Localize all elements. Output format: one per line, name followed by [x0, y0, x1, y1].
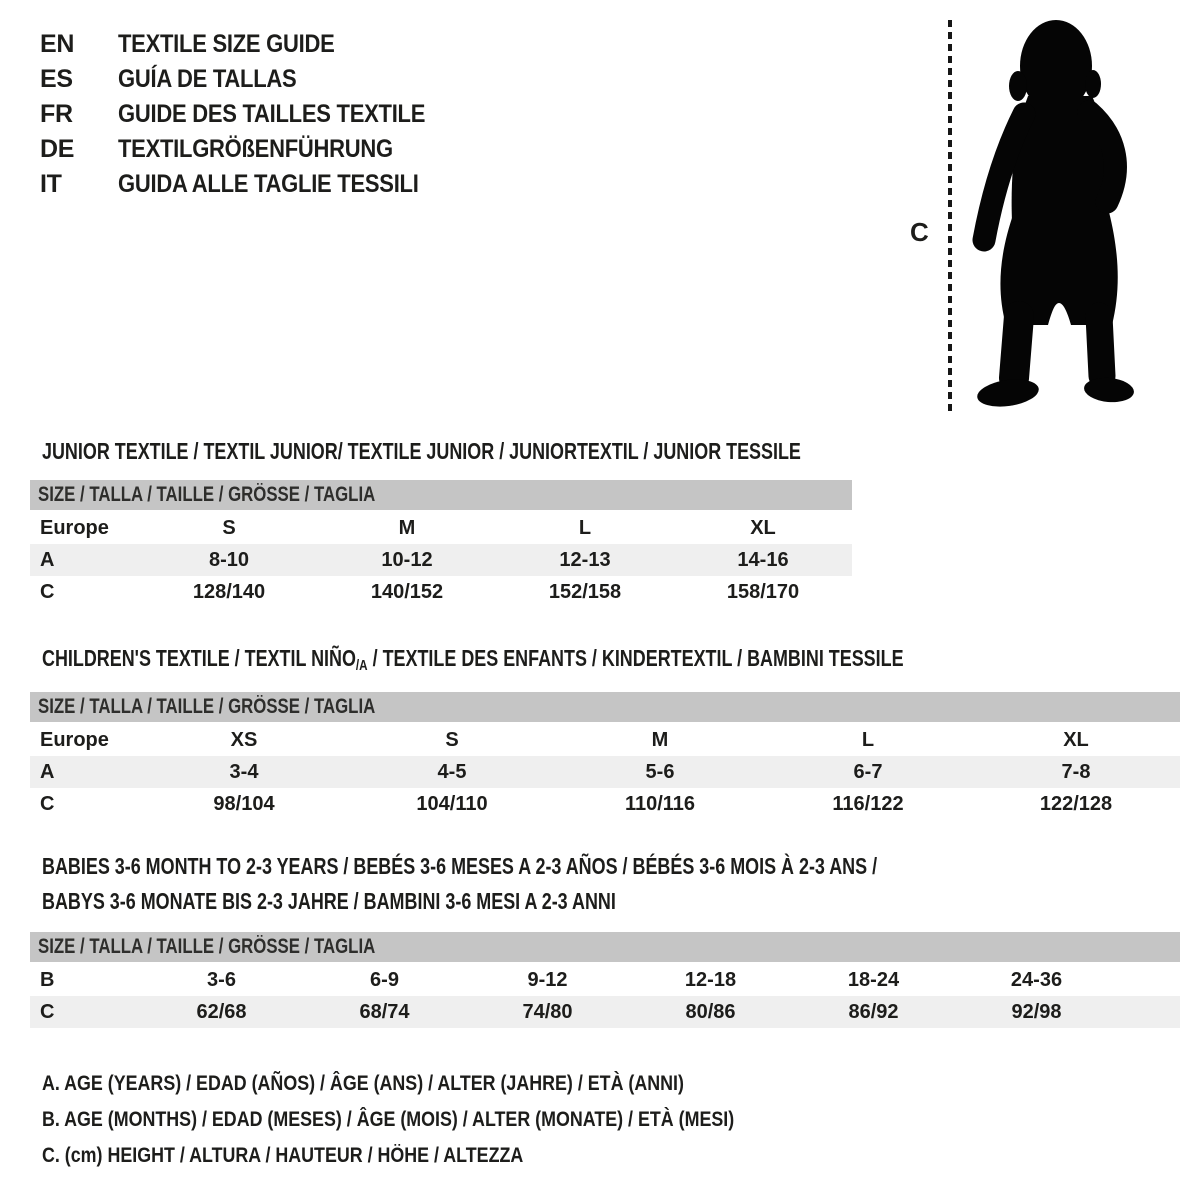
months-cell: 24-36 [1010, 969, 1063, 991]
size-cell: M [651, 729, 669, 751]
height-cell: 68/74 [359, 1001, 410, 1023]
note-line-b [42, 1102, 856, 1138]
toddler-silhouette-icon [968, 16, 1146, 418]
height-cell: 158/170 [726, 581, 800, 603]
size-table-header-bar [30, 480, 852, 510]
height-cell: 140/152 [370, 581, 444, 603]
guide-title-es: GUÍA DE TALLAS [118, 65, 297, 93]
height-cell: 92/98 [1011, 1001, 1062, 1023]
language-row-de [40, 132, 467, 167]
note-c-text: C. (cm) HEIGHT / ALTURA / HAUTEUR / HÖHE / ALTEZZA [42, 1144, 524, 1167]
size-header-label: SIZE / TALLA / TAILLE / GRÖSSE / TAGLIA [38, 695, 376, 718]
row-label: A [40, 549, 55, 571]
height-cell: 104/110 [416, 793, 488, 815]
row-label: C [40, 793, 55, 815]
age-cell: 12-13 [559, 549, 611, 571]
age-cell: 3-4 [229, 761, 259, 783]
table-row-months [30, 964, 1180, 996]
silhouette-ear-right [1085, 70, 1101, 98]
language-row-fr [40, 97, 467, 132]
size-header-label: SIZE / TALLA / TAILLE / GRÖSSE / TAGLIA [38, 935, 376, 958]
size-table-header-bar [30, 692, 1180, 722]
height-cell: 86/92 [848, 1001, 899, 1023]
guide-title-it: GUIDA ALLE TAGLIE TESSILI [118, 170, 419, 198]
months-cell: 12-18 [684, 969, 737, 991]
size-header-label: SIZE / TALLA / TAILLE / GRÖSSE / TAGLIA [38, 483, 376, 506]
babies-title-line2: BABYS 3-6 MONATE BIS 2-3 JAHRE / BAMBINI 3-6 MESI A 2-3 ANNI [42, 888, 616, 914]
size-cell: XL [1063, 729, 1089, 751]
silhouette-ear-left [1009, 71, 1027, 101]
size-cell: S [222, 517, 236, 539]
height-cell: 116/122 [832, 793, 904, 815]
note-b-text: B. AGE (MONTHS) / EDAD (MESES) / ÂGE (MOIS) / ALTER (MONATE) / ETÀ (MESI) [42, 1108, 735, 1131]
row-label: Europe [40, 729, 109, 751]
months-cell: 3-6 [207, 969, 236, 991]
language-code: IT [40, 170, 62, 198]
size-cell: L [861, 729, 875, 751]
language-title-list [40, 27, 467, 202]
junior-title-text: JUNIOR TEXTILE / TEXTIL JUNIOR/ TEXTILE JUNIOR / JUNIORTEXTIL / JUNIOR TESSILE [42, 438, 801, 464]
size-cell: XS [230, 729, 258, 751]
guide-title-de: TEXTILGRÖßENFÜHRUNG [118, 135, 393, 163]
babies-size-table [30, 932, 1180, 1028]
row-label: Europe [40, 517, 109, 539]
months-cell: 18-24 [847, 969, 900, 991]
legend-notes [42, 1066, 856, 1174]
children-size-table [30, 692, 1180, 820]
language-code: EN [40, 30, 75, 58]
age-cell: 4-5 [437, 761, 467, 783]
height-cell: 98/104 [213, 793, 275, 815]
size-cell: L [578, 517, 592, 539]
table-row-age [30, 544, 852, 576]
silhouette-foot-left [975, 376, 1040, 410]
height-cell: 122/128 [1039, 793, 1113, 815]
age-cell: 7-8 [1061, 761, 1091, 783]
row-label: C [40, 1001, 55, 1023]
language-code: DE [40, 135, 75, 163]
junior-size-table [30, 480, 852, 608]
height-cell: 110/116 [624, 793, 696, 815]
table-row-height [30, 996, 1180, 1028]
size-cell: M [398, 517, 416, 539]
row-label: A [40, 761, 55, 783]
children-title-part1: CHILDREN'S TEXTILE / TEXTIL NIÑO [42, 645, 356, 671]
height-measure-dashed-line [948, 20, 952, 416]
silhouette-leg-right [1099, 316, 1102, 376]
age-cell: 5-6 [645, 761, 675, 783]
height-measure-label: C [910, 217, 929, 247]
language-row-it [40, 167, 467, 202]
age-cell: 8-10 [208, 549, 250, 571]
guide-title-en: TEXTILE SIZE GUIDE [118, 30, 335, 58]
junior-section-title [42, 434, 1015, 469]
table-row-europe [30, 512, 852, 544]
language-code: ES [40, 65, 73, 93]
size-cell: S [445, 729, 459, 751]
babies-title-line1: BABIES 3-6 MONTH TO 2-3 YEARS / BEBÉS 3-6 MESES A 2-3 AÑOS / BÉBÉS 3-6 MOIS À 2-3 ANS / [42, 853, 878, 879]
row-label: B [40, 969, 55, 991]
row-label: C [40, 581, 55, 603]
age-cell: 10-12 [381, 549, 433, 571]
table-row-europe [30, 724, 1180, 756]
height-cell: 80/86 [685, 1001, 736, 1023]
children-section-title [42, 641, 1147, 683]
age-cell: 14-16 [737, 549, 789, 571]
silhouette-leg-left [1014, 316, 1019, 378]
size-table-header-bar [30, 932, 1180, 962]
language-row-es [40, 62, 467, 97]
age-cell: 6-7 [853, 761, 883, 783]
children-title-part2: / TEXTILE DES ENFANTS / KINDERTEXTIL / BAMBINI TESSILE [367, 645, 904, 671]
size-cell: XL [750, 517, 776, 539]
months-cell: 9-12 [527, 969, 568, 991]
language-row-en [40, 27, 467, 62]
note-line-a [42, 1066, 856, 1102]
note-a-text: A. AGE (YEARS) / EDAD (AÑOS) / ÂGE (ANS) / ALTER (JAHRE) / ETÀ (ANNI) [42, 1072, 684, 1095]
height-cell: 62/68 [196, 1001, 247, 1023]
height-cell: 74/80 [522, 1001, 573, 1023]
babies-section-title [42, 849, 1113, 919]
height-cell: 152/158 [548, 581, 622, 603]
guide-title-fr: GUIDE DES TAILLES TEXTILE [118, 100, 426, 128]
table-row-height [30, 576, 852, 608]
table-row-height [30, 788, 1180, 820]
height-cell: 128/140 [192, 581, 266, 603]
children-title-text [42, 641, 904, 683]
children-title-subscript: /A [355, 657, 368, 674]
note-line-c [42, 1138, 856, 1174]
table-row-age [30, 756, 1180, 788]
language-code: FR [40, 100, 73, 128]
months-cell: 6-9 [370, 969, 399, 991]
